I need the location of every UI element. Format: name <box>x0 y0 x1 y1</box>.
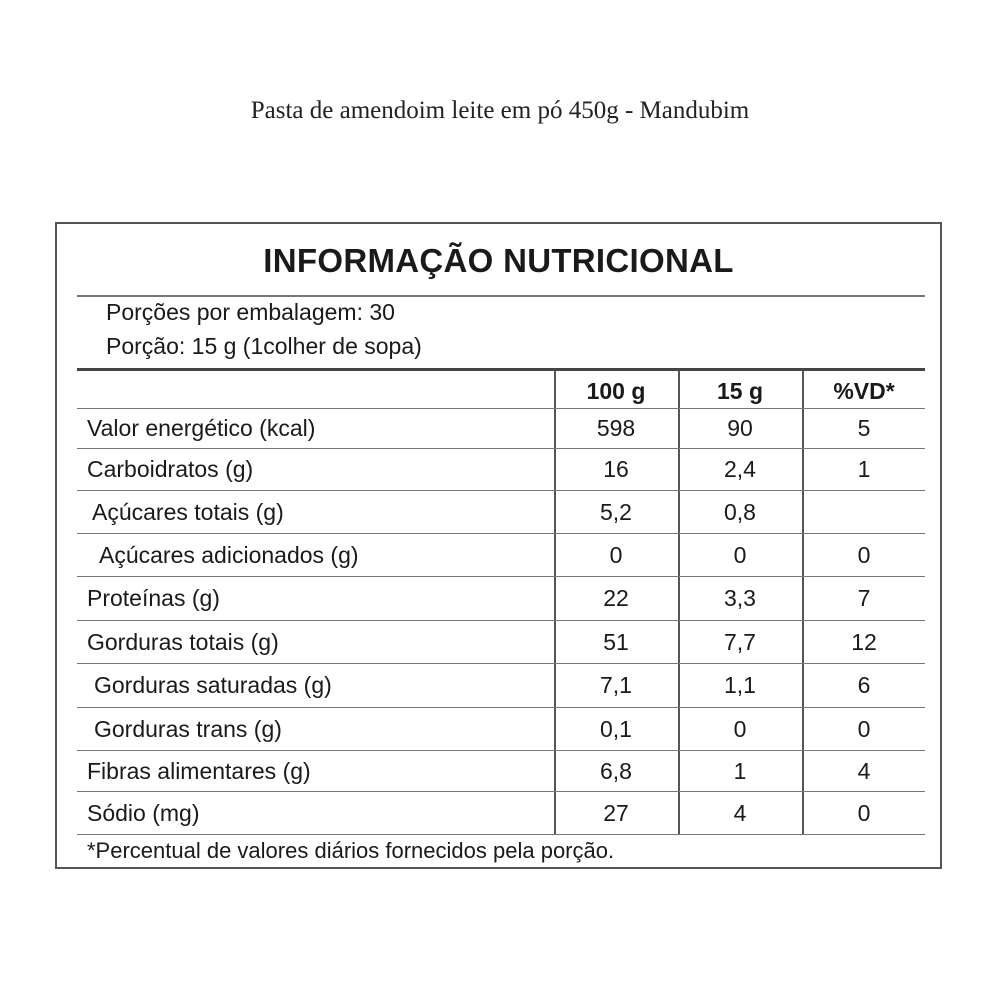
column-header: 100 g <box>586 378 646 404</box>
value-per-100g: 16 <box>603 456 629 482</box>
value-daily-percent: 0 <box>857 715 871 742</box>
nutrition-facts-label <box>55 222 942 869</box>
row-divider <box>77 663 925 664</box>
value-per-serving: 4 <box>733 799 747 826</box>
value-daily-percent: 0 <box>857 541 871 568</box>
value-daily-percent: 0 <box>857 799 871 826</box>
row-divider <box>77 533 925 534</box>
value-per-serving: 3,3 <box>724 585 756 611</box>
value-per-100g: 22 <box>603 585 629 611</box>
value-daily-percent: 6 <box>857 672 871 698</box>
footnote: *Percentual de valores diários fornecidos pela porção. <box>87 838 615 863</box>
value-per-serving: 7,7 <box>724 628 756 655</box>
value-per-serving: 0 <box>733 715 747 742</box>
servings-per-package: Porções por embalagem: 30 <box>106 299 395 325</box>
nutrient-name: Açúcares adicionados (g) <box>99 541 359 568</box>
row-divider <box>77 750 925 751</box>
value-daily-percent: 7 <box>857 585 871 611</box>
row-divider <box>77 490 925 491</box>
label-heading: INFORMAÇÃO NUTRICIONAL <box>263 242 734 279</box>
nutrient-name: Gorduras totais (g) <box>87 628 279 655</box>
row-divider <box>77 834 925 835</box>
row-divider <box>77 707 925 708</box>
nutrient-name: Açúcares totais (g) <box>92 498 284 525</box>
column-header: 15 g <box>716 378 764 404</box>
nutrient-name: Proteínas (g) <box>87 585 220 611</box>
row-divider <box>77 620 925 621</box>
row-divider <box>77 576 925 577</box>
value-per-100g: 27 <box>603 799 629 826</box>
value-per-100g: 5,2 <box>600 498 632 525</box>
value-per-100g: 51 <box>603 628 629 655</box>
value-per-serving: 0 <box>733 541 747 568</box>
heading-divider <box>77 295 925 297</box>
value-daily-percent: 5 <box>857 415 871 441</box>
value-per-serving: 1,1 <box>724 672 756 698</box>
nutrient-name: Sódio (mg) <box>87 799 200 826</box>
nutrient-name: Carboidratos (g) <box>87 456 254 482</box>
row-divider <box>77 791 925 792</box>
nutrient-name: Fibras alimentares (g) <box>87 757 311 784</box>
value-per-100g: 0,1 <box>600 715 632 742</box>
nutrient-name: Valor energético (kcal) <box>87 415 316 441</box>
row-divider <box>77 408 925 409</box>
value-per-serving: 0,8 <box>724 498 756 525</box>
value-per-serving: 90 <box>727 415 753 441</box>
value-daily-percent: 12 <box>851 628 877 655</box>
table-top-rule <box>77 368 925 371</box>
page-title: Pasta de amendoim leite em pó 450g - Mandubim <box>250 97 750 124</box>
value-per-100g: 598 <box>596 415 636 441</box>
nutrient-name: Gorduras saturadas (g) <box>94 672 332 698</box>
serving-size: Porção: 15 g (1colher de sopa) <box>106 333 422 359</box>
value-per-serving: 1 <box>733 757 747 784</box>
value-per-100g: 7,1 <box>600 672 632 698</box>
nutrient-name: Gorduras trans (g) <box>94 715 282 742</box>
value-daily-percent: 4 <box>857 757 871 784</box>
column-header: %VD* <box>833 378 895 404</box>
value-per-100g: 6,8 <box>600 757 632 784</box>
value-per-100g: 0 <box>609 541 623 568</box>
row-divider <box>77 448 925 449</box>
value-per-serving: 2,4 <box>724 456 756 482</box>
value-daily-percent: 1 <box>857 456 871 482</box>
